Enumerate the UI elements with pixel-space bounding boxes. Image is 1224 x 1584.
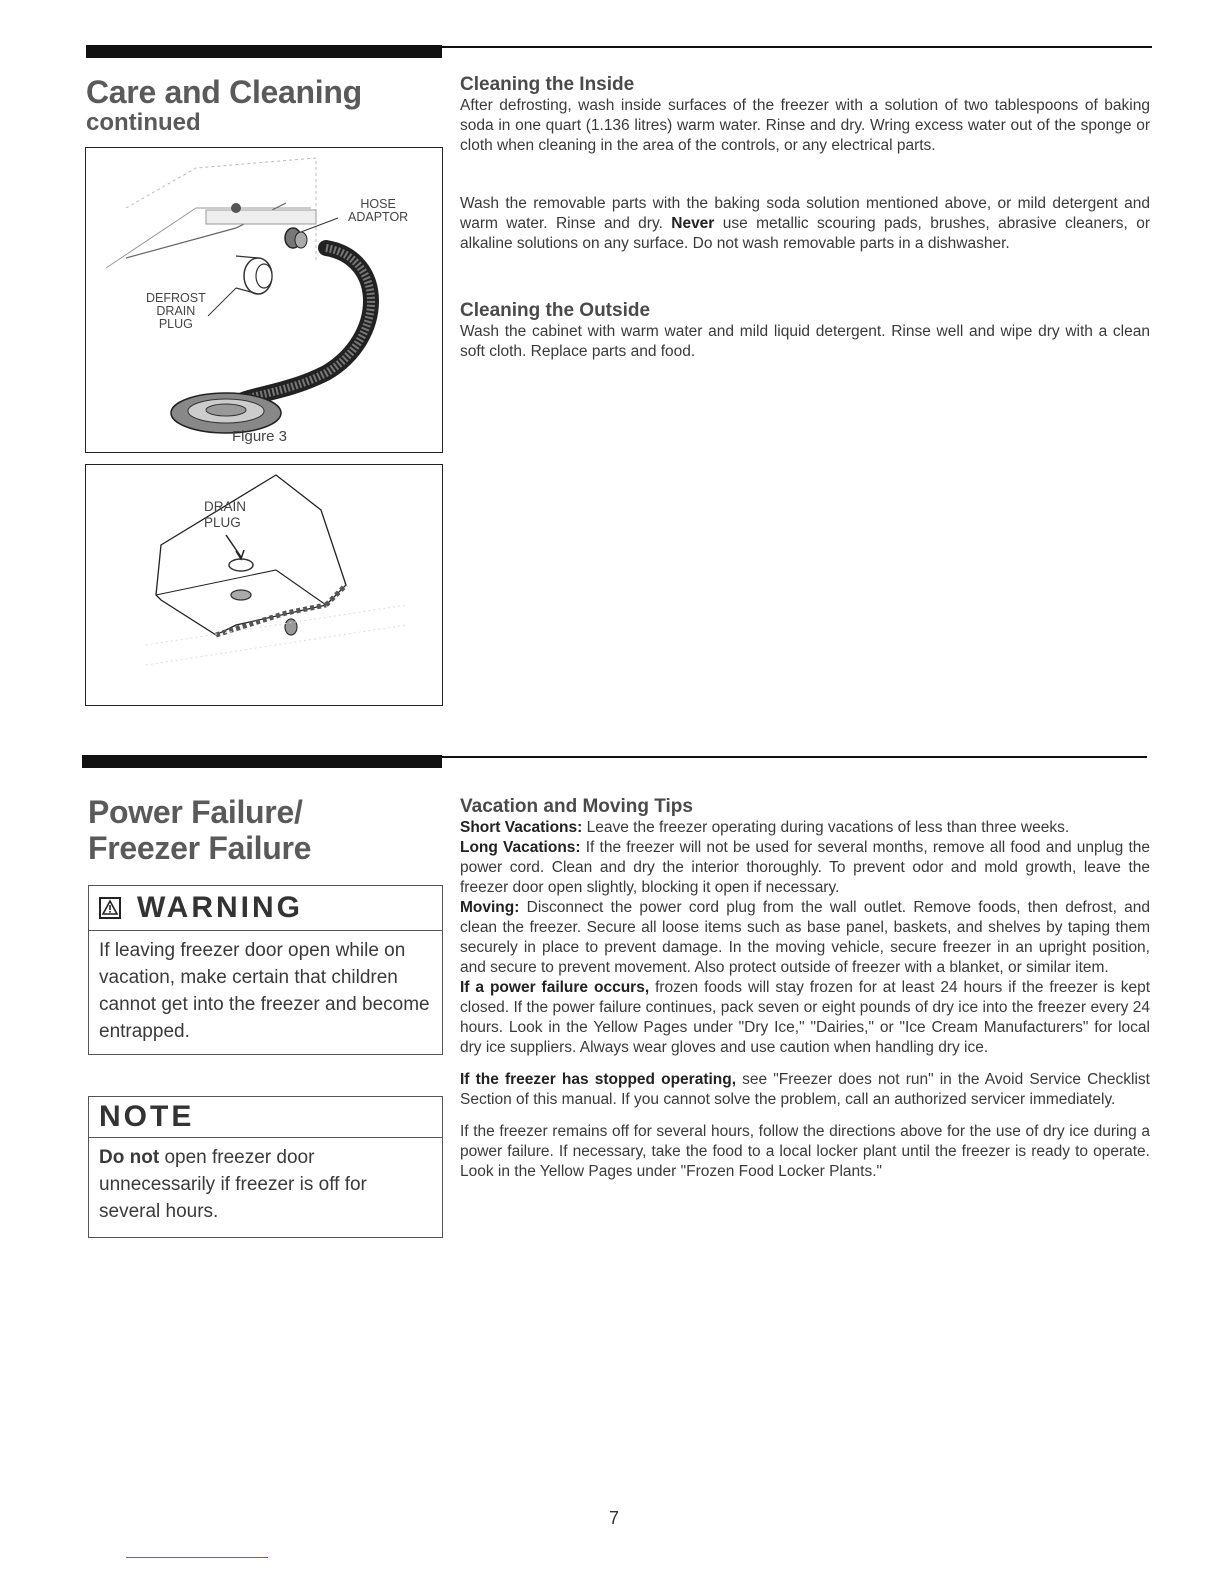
section-rule-thin-2 xyxy=(442,756,1147,758)
section-rule-thin xyxy=(442,46,1152,48)
stopped-operating-label: If the freezer has stopped operating, xyxy=(460,1071,737,1088)
label-defrost-line2: DRAIN xyxy=(156,304,196,318)
long-vacations-para xyxy=(460,838,1150,898)
cleaning-outside-para: Wash the cabinet with warm water and mild liquid detergent. Rinse well and wipe dry with a clean soft cloth. Replace parts and food. xyxy=(460,323,1150,360)
short-vacations-para xyxy=(460,818,1150,838)
note-title: NOTE xyxy=(99,1100,195,1133)
cleaning-outside-section xyxy=(460,300,1150,362)
moving-text: Disconnect the power cord plug from the wall outlet. Remove foods, then defrost, and clean the freezer. Secure all loose items such as base panel, baskets, and shelves by taping them securely in place to prevent damage. In the moving vehicle, secure freezer in an upright position, and secure to prevent movement. Also protect outside of freezer with a blanket, or similar item. xyxy=(460,899,1151,976)
long-vacations-label: Long Vacations: xyxy=(460,839,581,856)
note-text-rest: open freezer door unnecessarily if freezer is off for several hours. xyxy=(99,1147,367,1222)
stopped-operating-para xyxy=(460,1070,1150,1110)
para2-never: Never xyxy=(671,215,715,232)
page-subtitle: continued xyxy=(86,109,201,136)
cleaning-inside-section xyxy=(460,74,1150,254)
footer-line xyxy=(126,1557,268,1558)
warning-header xyxy=(89,886,442,931)
long-vacations-text: If the freezer will not be used for several months, remove all food and unplug the power cord. Clean and dry the interior thoroughly. To prevent odor and mold growth, leave the freezer door open slightly, blocking it open if necessary. xyxy=(460,839,1150,896)
figure-drain-plug xyxy=(85,464,443,706)
warning-title: WARNING xyxy=(137,891,303,924)
label-hose xyxy=(348,198,408,224)
care-title-block xyxy=(86,74,436,136)
para2-part-a: Wash the removable parts with the baking soda solution mentioned above, or mild detergent and warm water. Rinse and dry. xyxy=(460,195,1150,232)
section-rule-thick-2 xyxy=(82,755,442,768)
vacation-section xyxy=(460,796,1150,1182)
warning-text: If leaving freezer door open while on vacation, make certain that children cannot get into the freezer and become entrapped. xyxy=(99,940,430,1042)
label-drain-line1: DRAIN xyxy=(204,499,247,514)
power-title-block xyxy=(88,794,438,866)
power-failure-label: If a power failure occurs, xyxy=(460,979,650,996)
label-hose-line2: ADAPTOR xyxy=(348,210,409,224)
figure-caption: Figure 3 xyxy=(232,428,288,445)
figure-3 xyxy=(85,147,443,453)
stopped-operating-text: see "Freezer does not run" in the Avoid Service Checklist Section of this manual. If you cannot solve the problem, call an authorized servicer immediately. xyxy=(460,1071,1150,1108)
warning-box xyxy=(88,885,443,1055)
cleaning-inside-para1: After defrosting, wash inside surfaces of the freezer with a solution of two tablespoons of baking soda in one quart (1.136 litres) warm water. Rinse and dry. Wring excess water out of the sponge or cloth when cleaning in the area of the controls, or any electrical parts. xyxy=(460,97,1150,154)
page-number: 7 xyxy=(609,1508,620,1528)
label-hose-line1: HOSE xyxy=(360,197,396,211)
cleaning-inside-heading: Cleaning the Inside xyxy=(460,74,635,95)
label-drain-line2: PLUG xyxy=(204,515,241,530)
power-title-line2: Freezer Failure xyxy=(88,830,312,866)
power-failure-para xyxy=(460,978,1150,1058)
moving-para xyxy=(460,898,1150,978)
note-header xyxy=(89,1097,442,1138)
section-rule-thick xyxy=(86,45,442,58)
hose-drain-illustration xyxy=(86,148,442,452)
page-title: Care and Cleaning xyxy=(86,74,362,110)
label-drain-plug xyxy=(204,499,246,531)
label-defrost-line3: PLUG xyxy=(158,317,193,331)
note-text-bold: Do not xyxy=(99,1147,160,1168)
short-vacations-label: Short Vacations: xyxy=(460,819,583,836)
cleaning-outside-heading: Cleaning the Outside xyxy=(460,300,651,321)
moving-label: Moving: xyxy=(460,899,520,916)
remains-off-para: If the freezer remains off for several hours, follow the directions above for the use of dry ice during a power failure. If necessary, take the food to a local locker plant until the freezer is ready to operate. Look in the Yellow Pages under "Frozen Food Locker Plants." xyxy=(460,1123,1150,1180)
label-defrost-line1: DEFROST xyxy=(146,291,206,305)
para2-part-b: use metallic scouring pads, brushes, abrasive cleaners, or alkaline solutions on any surface. Do not wash removable parts in a dishwasher. xyxy=(460,215,1151,252)
vacation-heading: Vacation and Moving Tips xyxy=(460,796,693,817)
note-text xyxy=(89,1138,442,1231)
warning-triangle-icon xyxy=(99,897,121,919)
drain-plug-illustration xyxy=(86,465,442,705)
power-title-line1: Power Failure/ xyxy=(88,794,303,830)
note-box xyxy=(88,1096,443,1238)
label-defrost-drain-plug xyxy=(146,292,206,331)
cleaning-inside-para2 xyxy=(460,194,1150,254)
power-failure-text: frozen foods will stay frozen for at least 24 hours if the freezer is kept closed. If the power failure continues, pack seven or eight pounds of dry ice into the freezer every 24 hours. Look in the Yellow Pages under "Dry Ice," "Dairies," or "Ice Cream Manufacturers" for local dry ice suppliers. Always wear gloves and use caution when handling dry ice. xyxy=(460,979,1150,1056)
short-vacations-text: Leave the freezer operating during vacations of less than three weeks. xyxy=(586,819,1070,836)
